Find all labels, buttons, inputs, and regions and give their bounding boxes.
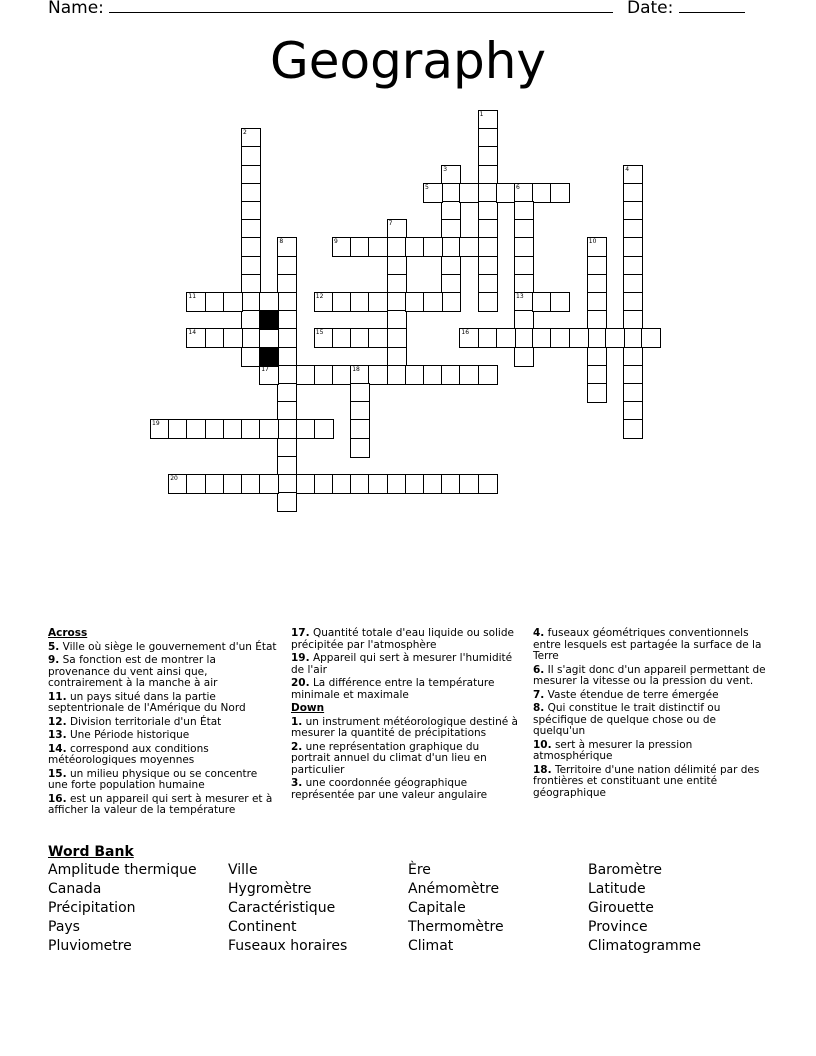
clue-across-17: 17. Quantité totale d'eau liquide ou solide précipitée par l'atmosphère	[291, 627, 514, 651]
grid-cell[interactable]	[350, 401, 370, 421]
grid-cell[interactable]	[205, 474, 225, 494]
grid-cell[interactable]	[423, 292, 443, 312]
word-bank-item: Ère	[408, 862, 431, 878]
grid-cell[interactable]	[205, 292, 225, 312]
cell-number: 15	[315, 329, 324, 337]
grid-cell[interactable]	[241, 219, 261, 239]
grid-cell[interactable]	[623, 401, 643, 421]
grid-cell[interactable]	[405, 237, 425, 257]
grid-cell[interactable]	[423, 365, 443, 385]
grid-cell[interactable]	[186, 474, 206, 494]
grid-cell[interactable]	[514, 219, 534, 239]
grid-cell[interactable]	[623, 310, 643, 330]
grid-cell[interactable]	[514, 328, 534, 348]
grid-cell[interactable]	[587, 328, 607, 348]
grid-cell[interactable]	[205, 419, 225, 439]
grid-cell[interactable]	[368, 292, 388, 312]
grid-cell[interactable]	[441, 183, 461, 203]
word-bank-item: Thermomètre	[408, 919, 504, 935]
grid-block	[259, 310, 279, 330]
cell-number: 5	[425, 183, 429, 191]
grid-cell[interactable]	[623, 274, 643, 294]
grid-cell[interactable]	[478, 219, 498, 239]
grid-cell[interactable]	[587, 256, 607, 276]
grid-cell[interactable]	[641, 328, 661, 348]
word-bank-item: Fuseaux horaires	[228, 938, 348, 954]
cell-number: 2	[243, 129, 247, 137]
grid-cell[interactable]	[387, 256, 407, 276]
grid-cell[interactable]	[496, 183, 516, 203]
grid-cell[interactable]	[387, 474, 407, 494]
word-bank-item: Baromètre	[588, 862, 662, 878]
grid-cell[interactable]	[587, 310, 607, 330]
word-bank-item: Ville	[228, 862, 258, 878]
cell-number: 7	[388, 220, 393, 228]
clue-across-14: 14. correspond aux conditions météorologiques moyennes	[48, 742, 209, 766]
grid-cell[interactable]	[241, 146, 261, 166]
grid-cell[interactable]	[478, 183, 498, 203]
grid-cell[interactable]	[623, 237, 643, 257]
grid-cell[interactable]	[405, 365, 425, 385]
grid-cell[interactable]	[277, 292, 297, 312]
grid-cell[interactable]	[186, 419, 206, 439]
grid-cell[interactable]	[368, 474, 388, 494]
clue-across-20: 20. La différence entre la température minimale et maximale	[291, 677, 495, 701]
clue-down-10: 10. sert à mesurer la pression atmosphérique	[533, 738, 693, 762]
grid-cell[interactable]	[387, 292, 407, 312]
grid-cell[interactable]	[223, 328, 243, 348]
grid-cell[interactable]	[350, 328, 370, 348]
cell-number: 9	[334, 238, 338, 246]
grid-cell[interactable]	[405, 474, 425, 494]
clue-across-5: 5. Ville où siège le gouvernement d'un État	[48, 640, 277, 653]
grid-cell[interactable]	[459, 183, 479, 203]
grid-cell[interactable]	[623, 365, 643, 385]
grid-cell[interactable]	[241, 183, 261, 203]
grid-cell[interactable]	[277, 328, 297, 348]
grid-cell[interactable]	[259, 474, 279, 494]
grid-cell[interactable]	[423, 237, 443, 257]
grid-cell[interactable]	[277, 274, 297, 294]
grid-cell[interactable]	[332, 474, 352, 494]
word-bank-item: Amplitude thermique	[48, 862, 197, 878]
grid-cell[interactable]	[478, 274, 498, 294]
down-heading: Down	[291, 702, 325, 714]
grid-cell[interactable]	[441, 237, 461, 257]
grid-cell[interactable]	[623, 419, 643, 439]
grid-cell[interactable]	[441, 219, 461, 239]
cell-number: 18	[352, 365, 360, 373]
grid-cell[interactable]	[532, 292, 552, 312]
grid-cell[interactable]	[387, 310, 407, 330]
clue-down-3: 3. une coordonnée géographique représentée par une valeur angulaire	[291, 777, 488, 801]
grid-cell[interactable]	[441, 365, 461, 385]
word-bank-item: Climatogramme	[588, 938, 701, 954]
grid-cell[interactable]	[368, 365, 388, 385]
word-bank-item: Pays	[48, 919, 80, 935]
cell-number: 10	[588, 238, 597, 246]
grid-cell[interactable]	[332, 292, 352, 312]
grid-cell[interactable]	[277, 492, 297, 512]
grid-cell[interactable]	[478, 328, 498, 348]
grid-cell[interactable]	[478, 292, 498, 312]
clue-across-9: 9. Sa fonction est de montrer la provenance du vent ainsi que, contrairement à la manche à air	[48, 654, 218, 689]
grid-cell[interactable]	[459, 365, 479, 385]
clue-down-1: 1. un instrument météorologique destiné à mesurer la quantité de précipitations	[291, 715, 518, 739]
grid-cell[interactable]	[459, 474, 479, 494]
grid-cell[interactable]	[478, 146, 498, 166]
cell-number: 11	[188, 293, 197, 300]
clue-across-16: 16. est un appareil qui sert à mesurer et à afficher la valeur de la température	[48, 792, 273, 816]
cell-number: 13	[516, 293, 524, 300]
word-bank-item: Hygromètre	[228, 881, 312, 897]
word-bank-item: Capitale	[408, 900, 466, 916]
cell-number: 6	[516, 183, 520, 191]
grid-cell[interactable]	[569, 328, 589, 348]
grid-cell[interactable]	[241, 165, 261, 185]
grid-cell[interactable]	[277, 419, 297, 439]
grid-cell[interactable]	[168, 419, 188, 439]
clue-down-2: 2. une représentation graphique du portrait annuel du climat d'un lieu en particulier	[291, 740, 487, 776]
cell-number: 8	[279, 238, 284, 246]
word-bank-item: Anémomètre	[408, 881, 500, 897]
clue-down-18: 18. Territoire d'une nation délimité par des frontières et constituant une entité géographique	[533, 763, 760, 799]
grid-cell[interactable]	[623, 328, 643, 348]
grid-cell[interactable]	[587, 365, 607, 385]
grid-cell[interactable]	[296, 419, 316, 439]
cell-number: 16	[461, 329, 470, 337]
word-bank-item: Précipitation	[48, 900, 136, 916]
clue-down-4: 4. fuseaux géométriques conventionnels entre lesquels est partagée la surface de la Terre	[533, 627, 762, 662]
grid-cell[interactable]	[350, 383, 370, 403]
date-label: Date:	[627, 0, 674, 18]
word-bank-item: Pluviometre	[48, 938, 132, 954]
clue-across-13: 13. Une Période historique	[48, 729, 190, 741]
grid-cell[interactable]	[241, 310, 261, 330]
cell-number: 19	[152, 420, 160, 428]
grid-cell[interactable]	[496, 328, 516, 348]
grid-cell[interactable]	[296, 474, 316, 494]
grid-cell[interactable]	[277, 474, 297, 494]
clue-across-19: 19. Appareil qui sert à mesurer l'humidité de l'air	[291, 652, 513, 676]
word-bank-item: Caractéristique	[228, 900, 336, 916]
grid-cell[interactable]	[314, 365, 334, 385]
grid-cell[interactable]	[332, 328, 352, 348]
grid-cell[interactable]	[277, 365, 297, 385]
grid-cell[interactable]	[241, 347, 261, 367]
grid-cell[interactable]	[441, 256, 461, 276]
grid-cell[interactable]	[441, 292, 461, 312]
grid-cell[interactable]	[478, 165, 498, 185]
grid-cell[interactable]	[623, 219, 643, 239]
clue-column-1	[48, 628, 278, 819]
word-bank-item: Province	[588, 919, 648, 935]
grid-cell[interactable]	[623, 256, 643, 276]
grid-cell[interactable]	[478, 256, 498, 276]
grid-cell[interactable]	[223, 292, 243, 312]
word-bank-item: Girouette	[588, 900, 654, 916]
grid-cell[interactable]	[550, 328, 570, 348]
grid-cell[interactable]	[550, 183, 570, 203]
grid-cell[interactable]	[350, 237, 370, 257]
page-title: Geography	[269, 32, 547, 90]
grid-cell[interactable]	[350, 292, 370, 312]
grid-cell[interactable]	[241, 274, 261, 294]
across-heading: Across	[48, 627, 88, 639]
grid-cell[interactable]	[532, 183, 552, 203]
grid-block	[259, 347, 279, 367]
grid-cell[interactable]	[423, 474, 443, 494]
grid-cell[interactable]	[587, 383, 607, 403]
name-label: Name:	[48, 0, 104, 18]
grid-cell[interactable]	[259, 292, 279, 312]
grid-cell[interactable]	[314, 474, 334, 494]
grid-cell[interactable]	[387, 347, 407, 367]
grid-cell[interactable]	[623, 347, 643, 367]
grid-cell[interactable]	[350, 474, 370, 494]
grid-cell[interactable]	[514, 201, 534, 221]
cell-number: 12	[315, 293, 324, 300]
grid-cell[interactable]	[514, 256, 534, 276]
grid-cell[interactable]	[514, 310, 534, 330]
word-bank-item: Latitude	[588, 881, 646, 897]
grid-cell[interactable]	[441, 274, 461, 294]
grid-cell[interactable]	[241, 201, 261, 221]
grid-cell[interactable]	[623, 383, 643, 403]
grid-cell[interactable]	[587, 347, 607, 367]
grid-cell[interactable]	[514, 237, 534, 257]
grid-cell[interactable]	[441, 474, 461, 494]
cell-number: 20	[170, 475, 178, 482]
clue-down-7: 7. Vaste étendue de terre émergée	[533, 688, 719, 701]
cell-number: 14	[188, 329, 197, 337]
grid-cell[interactable]	[550, 292, 570, 312]
grid-cell[interactable]	[387, 274, 407, 294]
grid-cell[interactable]	[532, 328, 552, 348]
grid-cell[interactable]	[405, 292, 425, 312]
word-bank-item: Climat	[408, 938, 454, 954]
grid-cell[interactable]	[296, 365, 316, 385]
grid-cell[interactable]	[350, 419, 370, 439]
grid-cell[interactable]	[478, 474, 498, 494]
clue-across-12: 12. Division territoriale d'un État	[48, 715, 222, 728]
grid-cell[interactable]	[587, 274, 607, 294]
grid-cell[interactable]	[587, 292, 607, 312]
grid-cell[interactable]	[277, 456, 297, 476]
cell-number: 1	[479, 111, 484, 118]
cell-number: 4	[625, 165, 630, 173]
grid-cell[interactable]	[241, 419, 261, 439]
grid-cell[interactable]	[350, 438, 370, 458]
grid-cell[interactable]	[478, 128, 498, 148]
grid-cell[interactable]	[387, 328, 407, 348]
clue-across-11: 11. un pays situé dans la partie septentrionale de l'Amérique du Nord	[48, 690, 246, 714]
grid-cell[interactable]	[277, 256, 297, 276]
grid-cell[interactable]	[478, 237, 498, 257]
grid-cell[interactable]	[605, 328, 625, 348]
grid-cell[interactable]	[478, 365, 498, 385]
grid-cell[interactable]	[514, 274, 534, 294]
grid-cell[interactable]	[387, 237, 407, 257]
grid-cell[interactable]	[259, 419, 279, 439]
grid-cell[interactable]	[205, 328, 225, 348]
cell-number: 17	[261, 365, 269, 373]
grid-cell[interactable]	[368, 237, 388, 257]
grid-cell[interactable]	[241, 474, 261, 494]
grid-cell[interactable]	[259, 328, 279, 348]
grid-cell[interactable]	[314, 419, 334, 439]
grid-cell[interactable]	[241, 237, 261, 257]
word-bank-title: Word Bank	[48, 844, 134, 860]
clue-across-15: 15. un milieu physique ou se concentre une forte population humaine	[48, 767, 258, 791]
word-bank-item: Canada	[48, 881, 102, 897]
grid-cell[interactable]	[277, 310, 297, 330]
grid-cell[interactable]	[241, 328, 261, 348]
grid-cell[interactable]	[514, 347, 534, 367]
grid-cell[interactable]	[478, 201, 498, 221]
clue-column-3	[533, 628, 769, 801]
grid-cell[interactable]	[277, 383, 297, 403]
grid-cell[interactable]	[223, 474, 243, 494]
cell-number: 3	[443, 165, 448, 173]
grid-cell[interactable]	[332, 365, 352, 385]
grid-cell[interactable]	[387, 365, 407, 385]
grid-cell[interactable]	[368, 328, 388, 348]
grid-cell[interactable]	[623, 183, 643, 203]
grid-cell[interactable]	[241, 256, 261, 276]
grid-cell[interactable]	[241, 292, 261, 312]
grid-cell[interactable]	[441, 201, 461, 221]
grid-cell[interactable]	[623, 201, 643, 221]
clue-column-2	[291, 628, 521, 803]
word-bank-item: Continent	[228, 919, 297, 935]
grid-cell[interactable]	[277, 347, 297, 367]
grid-cell[interactable]	[277, 438, 297, 458]
grid-cell[interactable]	[623, 292, 643, 312]
clue-down-8: 8. Qui constitue le trait distinctif ou spécifique de quelque chose ou de quelqu'un	[533, 702, 721, 737]
grid-cell[interactable]	[459, 237, 479, 257]
grid-cell[interactable]	[277, 401, 297, 421]
grid-cell[interactable]	[223, 419, 243, 439]
clue-down-6: 6. Il s'agit donc d'un appareil permettant de mesurer la vitesse ou la pression du vent.	[533, 663, 766, 687]
